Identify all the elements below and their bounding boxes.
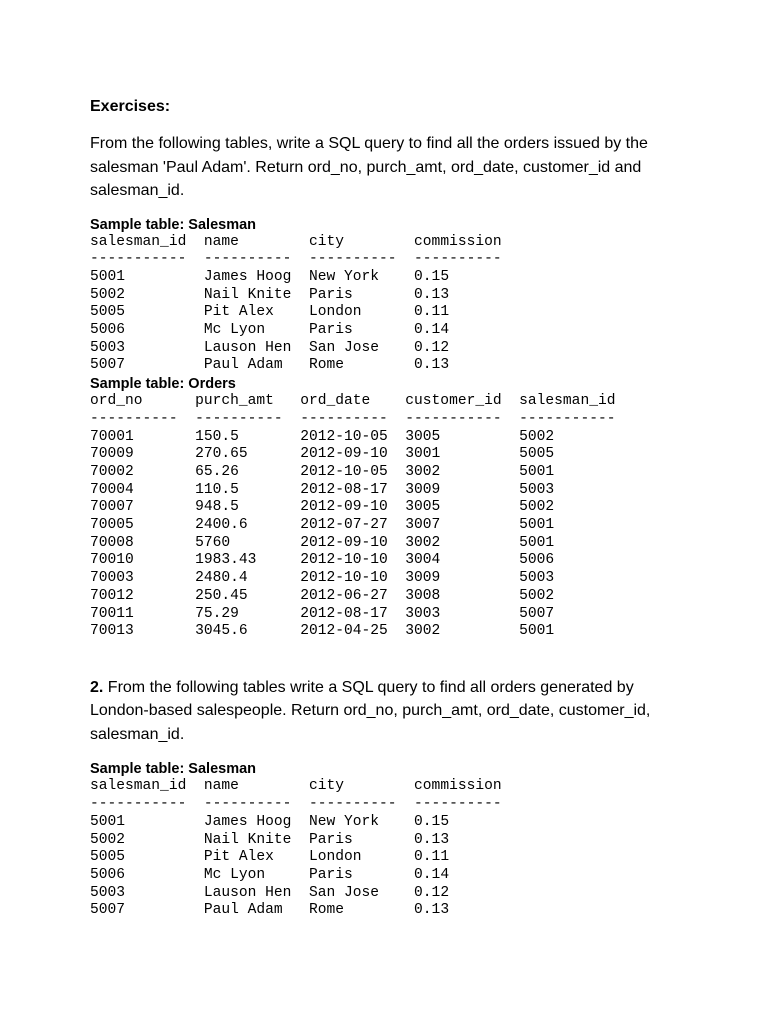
- table-row: [90, 814, 690, 832]
- table-cell: 5760: [195, 534, 301, 551]
- table-cell: 3008: [405, 587, 520, 604]
- table-cell: 70007: [90, 499, 196, 516]
- table-cell: 0.13: [414, 286, 450, 303]
- column-header: commission: [414, 233, 502, 250]
- separator: ----------: [414, 796, 502, 813]
- table-cell: 70011: [90, 605, 196, 622]
- table-cell: 3002: [405, 623, 520, 640]
- table-cell: 2480.4: [195, 570, 301, 587]
- separator: -----------: [405, 410, 520, 427]
- separator: ----------: [195, 410, 301, 427]
- table-cell: 2400.6: [195, 517, 301, 534]
- table-cell: Lauson Hen: [203, 339, 309, 356]
- table-cell: 5002: [90, 286, 204, 303]
- table-cell: 5005: [90, 849, 204, 866]
- table-cell: Pit Alex: [203, 304, 309, 321]
- table-cell: 110.5: [195, 481, 301, 498]
- table-cell: 948.5: [195, 499, 301, 516]
- table-cell: 2012-10-05: [300, 428, 406, 445]
- table-cell: 2012-10-10: [300, 570, 406, 587]
- column-header: city: [308, 778, 415, 795]
- table-cell: 3009: [405, 481, 520, 498]
- question-2-body: From the following tables write a SQL query to find all orders generated by London-based salespeople. Return ord_no, purch_amt, ord_date, customer_id, salesman_id.: [90, 678, 651, 743]
- table-cell: 2012-09-10: [300, 499, 406, 516]
- table-cell: 70013: [90, 623, 196, 640]
- table-row: [90, 885, 690, 903]
- table-cell: 2012-04-25: [300, 623, 406, 640]
- table-row: [90, 340, 690, 358]
- separator: ----------: [203, 796, 309, 813]
- column-header: name: [203, 778, 309, 795]
- table-cell: 5006: [90, 322, 204, 339]
- table-cell: 0.14: [414, 866, 450, 883]
- table-cell: 5001: [519, 517, 555, 534]
- column-header: salesman_id: [90, 233, 204, 250]
- table-cell: 3002: [405, 463, 520, 480]
- separator: ----------: [203, 251, 309, 268]
- column-header: ord_no: [90, 393, 196, 410]
- table-row: [90, 269, 690, 287]
- table-cell: 0.13: [414, 357, 450, 374]
- table-cell: 65.26: [195, 463, 301, 480]
- table-cell: 5001: [519, 463, 555, 480]
- table-cell: 5005: [90, 304, 204, 321]
- column-header: salesman_id: [90, 778, 204, 795]
- table-cell: Nail Knite: [203, 831, 309, 848]
- table-cell: 70012: [90, 587, 196, 604]
- table-cell: 0.11: [414, 849, 450, 866]
- q2-salesman-table-caption: Sample table: Salesman: [90, 761, 257, 778]
- table-cell: 70004: [90, 481, 196, 498]
- table-row: [90, 867, 690, 885]
- table-cell: 5002: [519, 428, 555, 445]
- separator: ----------: [414, 251, 502, 268]
- separator: -----------: [90, 251, 204, 268]
- table-cell: 0.14: [414, 322, 450, 339]
- table-cell: 5001: [90, 813, 204, 830]
- table-row: [90, 304, 690, 322]
- table-row: [90, 606, 690, 624]
- table-cell: 5005: [519, 446, 555, 463]
- table-cell: Mc Lyon: [203, 866, 309, 883]
- table-cell: 2012-06-27: [300, 587, 406, 604]
- table-row: [90, 464, 690, 482]
- table-row: [90, 623, 690, 641]
- table-cell: 250.45: [195, 587, 301, 604]
- table-cell: 3002: [405, 534, 520, 551]
- table-cell: 70003: [90, 570, 196, 587]
- table-row: [90, 482, 690, 500]
- q2-salesman-table: [90, 778, 690, 920]
- table-cell: 5003: [519, 570, 555, 587]
- table-cell: Paul Adam: [203, 357, 309, 374]
- table-separator-row: [90, 411, 690, 429]
- table-separator-row: [90, 796, 690, 814]
- column-header: customer_id: [405, 393, 520, 410]
- table-cell: 3004: [405, 552, 520, 569]
- table-cell: Rome: [308, 902, 415, 919]
- table-cell: New York: [308, 813, 415, 830]
- table-cell: 1983.43: [195, 552, 301, 569]
- table-cell: Paris: [308, 286, 415, 303]
- table-row: [90, 517, 690, 535]
- table-cell: 0.13: [414, 831, 450, 848]
- table-cell: 0.12: [414, 884, 450, 901]
- table-row: [90, 446, 690, 464]
- document-page: [90, 96, 690, 920]
- table-cell: 2012-10-05: [300, 463, 406, 480]
- table-cell: James Hoog: [203, 268, 309, 285]
- separator: ----------: [308, 251, 415, 268]
- table-cell: 3003: [405, 605, 520, 622]
- table-cell: 2012-08-17: [300, 481, 406, 498]
- table-cell: 75.29: [195, 605, 301, 622]
- column-header: name: [203, 233, 309, 250]
- separator: ----------: [308, 796, 415, 813]
- question-2-text: [90, 676, 690, 747]
- table-cell: Paris: [308, 866, 415, 883]
- table-row: [90, 357, 690, 375]
- table-cell: San Jose: [308, 339, 415, 356]
- separator: ----------: [90, 410, 196, 427]
- table-row: [90, 535, 690, 553]
- table-cell: Nail Knite: [203, 286, 309, 303]
- table-cell: 150.5: [195, 428, 301, 445]
- table-cell: 5001: [519, 623, 555, 640]
- question-2-number: 2.: [90, 678, 104, 696]
- table-header-row: [90, 778, 690, 796]
- table-cell: San Jose: [308, 884, 415, 901]
- table-cell: 5002: [519, 587, 555, 604]
- table-cell: 270.65: [195, 446, 301, 463]
- question-1-text: From the following tables, write a SQL query to find all the orders issued by the salesman 'Paul Adam'. Return ord_no, purch_amt, ord_date, customer_id and salesman_id.: [90, 135, 648, 199]
- exercises-heading: Exercises:: [90, 98, 171, 115]
- table-cell: Paris: [308, 831, 415, 848]
- table-row: [90, 902, 690, 920]
- table-cell: 3001: [405, 446, 520, 463]
- table-cell: 3045.6: [195, 623, 301, 640]
- table-cell: 70002: [90, 463, 196, 480]
- table-cell: James Hoog: [203, 813, 309, 830]
- table-row: [90, 429, 690, 447]
- table-cell: 70001: [90, 428, 196, 445]
- table-cell: 5006: [519, 552, 555, 569]
- table-cell: 5003: [90, 884, 204, 901]
- table-row: [90, 588, 690, 606]
- table-cell: Pit Alex: [203, 849, 309, 866]
- table-cell: 2012-10-10: [300, 552, 406, 569]
- table-cell: 5003: [519, 481, 555, 498]
- table-cell: 70005: [90, 517, 196, 534]
- table-cell: 5003: [90, 339, 204, 356]
- column-header: purch_amt: [195, 393, 301, 410]
- table-cell: Paris: [308, 322, 415, 339]
- table-cell: 0.11: [414, 304, 450, 321]
- table-cell: 0.13: [414, 902, 450, 919]
- table-row: [90, 499, 690, 517]
- q1-salesman-table: [90, 234, 690, 376]
- table-cell: Rome: [308, 357, 415, 374]
- table-row: [90, 322, 690, 340]
- table-cell: New York: [308, 268, 415, 285]
- table-cell: 2012-09-10: [300, 534, 406, 551]
- table-cell: 2012-07-27: [300, 517, 406, 534]
- q1-salesman-table-caption: Sample table: Salesman: [90, 216, 257, 233]
- table-cell: 5002: [90, 831, 204, 848]
- table-row: [90, 849, 690, 867]
- table-cell: 5007: [90, 357, 204, 374]
- column-header: salesman_id: [519, 393, 616, 410]
- table-cell: 5001: [519, 534, 555, 551]
- column-header: ord_date: [300, 393, 406, 410]
- table-row: [90, 832, 690, 850]
- table-cell: 3009: [405, 570, 520, 587]
- table-cell: 0.15: [414, 268, 450, 285]
- table-row: [90, 552, 690, 570]
- table-separator-row: [90, 251, 690, 269]
- table-header-row: [90, 234, 690, 252]
- table-cell: 70008: [90, 534, 196, 551]
- separator: -----------: [90, 796, 204, 813]
- table-cell: 5007: [519, 605, 555, 622]
- table-cell: 5006: [90, 866, 204, 883]
- table-row: [90, 570, 690, 588]
- q1-orders-table: [90, 393, 690, 641]
- table-cell: London: [308, 304, 415, 321]
- table-cell: Mc Lyon: [203, 322, 309, 339]
- table-cell: Paul Adam: [203, 902, 309, 919]
- table-cell: 5001: [90, 268, 204, 285]
- table-cell: London: [308, 849, 415, 866]
- table-cell: 3007: [405, 517, 520, 534]
- table-header-row: [90, 393, 690, 411]
- table-cell: 0.15: [414, 813, 450, 830]
- table-cell: 5002: [519, 499, 555, 516]
- column-header: commission: [414, 778, 502, 795]
- table-cell: 3005: [405, 428, 520, 445]
- table-cell: 0.12: [414, 339, 450, 356]
- separator: ----------: [300, 410, 406, 427]
- table-cell: 70009: [90, 446, 196, 463]
- table-cell: 3005: [405, 499, 520, 516]
- separator: -----------: [519, 410, 616, 427]
- table-cell: Lauson Hen: [203, 884, 309, 901]
- column-header: city: [308, 233, 415, 250]
- q1-orders-table-caption: Sample table: Orders: [90, 376, 236, 393]
- table-cell: 5007: [90, 902, 204, 919]
- table-cell: 2012-09-10: [300, 446, 406, 463]
- table-cell: 2012-08-17: [300, 605, 406, 622]
- table-row: [90, 287, 690, 305]
- table-cell: 70010: [90, 552, 196, 569]
